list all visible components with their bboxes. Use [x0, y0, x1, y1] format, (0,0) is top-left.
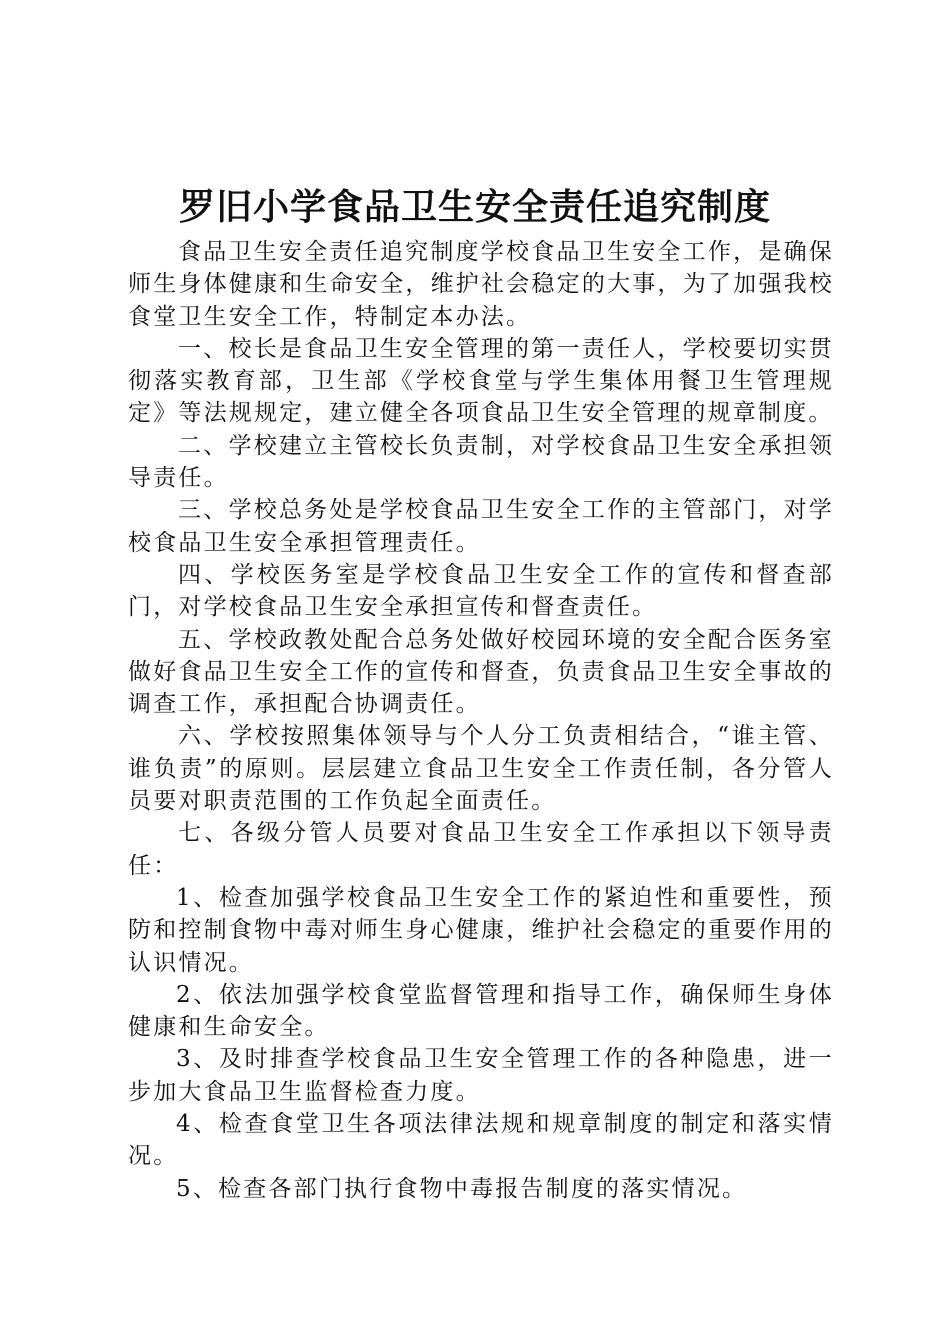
paragraph-subitem-5: 5、检查各部门执行食物中毒报告制度的落实情况。 — [176, 1175, 748, 1202]
paragraph-item-6: 六、学校按照集体领导与个人分工负责相结合，“谁主管、谁负责”的原则。层层建立食品卫生安全工作责任制，各分管人员要对职责范围的工作负起全面责任。 — [128, 723, 834, 815]
paragraph-subitem-4: 4、检查食堂卫生各项法律法规和规章制度的制定和落实情况。 — [128, 1111, 834, 1170]
paragraph-item-4: 四、学校医务室是学校食品卫生安全工作的宣传和督查部门，对学校食品卫生安全承担宣传和督查责任。 — [128, 561, 834, 621]
paragraph-subitem-1: 1、检查加强学校食品卫生安全工作的紧迫性和重要性，预防和控制食物中毒对师生身心健康，维护社会稳定的重要作用的认识情况。 — [128, 884, 834, 976]
paragraph-item-3: 三、学校总务处是学校食品卫生安全工作的主管部门，对学校食品卫生安全承担管理责任。 — [128, 497, 834, 556]
paragraph-item-7: 七、各级分管人员要对食品卫生安全工作承担以下领导责任： — [128, 820, 834, 879]
document-body — [128, 236, 834, 1205]
paragraph-subitem-2: 2、依法加强学校食堂监督管理和指导工作，确保师生身体健康和生命安全。 — [128, 981, 834, 1041]
paragraph-item-2: 二、学校建立主管校长负责制，对学校食品卫生安全承担领导责任。 — [128, 432, 834, 492]
paragraph-subitem-3: 3、及时排查学校食品卫生安全管理工作的各种隐患，进一步加大食品卫生监督检查力度。 — [128, 1046, 834, 1105]
document-title: 罗旧小学食品卫生安全责任追究制度 — [178, 186, 771, 228]
paragraph-intro: 食品卫生安全责任追究制度学校食品卫生安全工作，是确保师生身体健康和生命安全，维护社会稳定的大事，为了加强我校食堂卫生安全工作，特制定本办法。 — [128, 239, 834, 330]
paragraph-item-5: 五、学校政教处配合总务处做好校园环境的安全配合医务室做好食品卫生安全工作的宣传和督查，负责食品卫生安全事故的调查工作，承担配合协调责任。 — [128, 626, 834, 718]
paragraph-item-1: 一、校长是食品卫生安全管理的第一责任人，学校要切实贯彻落实教育部，卫生部《学校食堂与学生集体用餐卫生管理规定》等法规规定，建立健全各项食品卫生安全管理的规章制度。 — [128, 335, 834, 427]
